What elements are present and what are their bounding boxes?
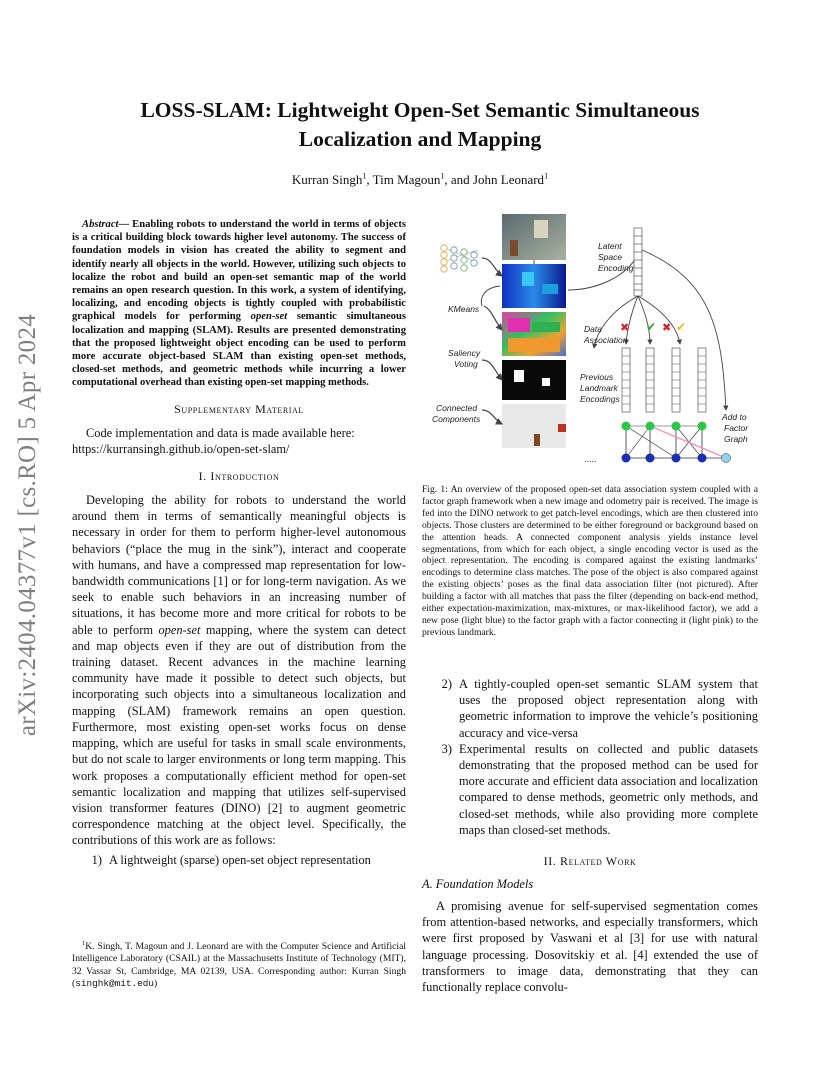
accept-mark: ✔ [646, 320, 657, 334]
add-factor-label-3: Graph [724, 434, 748, 444]
contribution-1: 1) A lightweight (sparse) open-set object representation [91, 852, 371, 867]
corresponding-email[interactable]: singhk@mit.edu [75, 977, 154, 989]
data-assoc-label-2: Association [584, 335, 628, 345]
latent-label-3: Encoding [598, 263, 634, 273]
connected-label-1: Connected [436, 403, 478, 413]
left-column [72, 218, 406, 868]
figure-1-caption: Fig. 1: An overview of the proposed open-set data association system coupled with a factor graph framework when a new image and odometry pair is received. The image is fed into the DINO network to get patch-level encodings, which are then clustered into objects. Those clusters are determined to be either foreground or background based on the attention heads. A connected component analysis yields instance level segmentations, from which for each object, a single encoding vector is used as the object representation. The encoding is compared against the existing landmarks’ encodings to determine class matches. The pose of the object is also compared against the existing objects’ poses as the final data association filter (not pictured). After building a factor with all matches that pass the filter (depending on back-end method, either expectation-maximization, max-mixtures, or max-likelihood factor), we add a new pose (light blue) to the factor graph with a factor connecting it (light pink) to the previous landmark. [422, 484, 758, 638]
pose-node [698, 454, 707, 463]
saliency-image [502, 360, 566, 400]
new-factor-edge [650, 426, 726, 458]
arxiv-identifier: arXiv:2404.04377v1 [cs.RO] 5 Apr 2024 [14, 313, 42, 737]
network-icon [441, 245, 478, 272]
latent-label-2: Space [598, 252, 623, 262]
kmeans-label: KMeans [448, 304, 480, 314]
pose-node [622, 454, 631, 463]
saliency-label-2: Voting [454, 359, 478, 369]
reject-mark-2: ✖ [662, 321, 672, 334]
latent-encoding-vector [634, 228, 642, 296]
foundation-models-subheading: A. Foundation Models [422, 877, 534, 892]
landmark-node [622, 422, 631, 431]
introduction-heading: I. Introduction [198, 469, 280, 484]
landmark-node [672, 422, 681, 431]
ellipsis: ..... [584, 454, 597, 464]
previous-label-2: Landmark [580, 383, 618, 393]
abstract: Abstract— Enabling robots to understand the world in terms of objects is a critical building block towards higher level autonomy. The success of foundation models in vision has created the ability to segment and identify nearly all objects in the world. However, utilizing such objects to localize the robot and build an open-set semantic map of the world remains an open research question. In this work, a system of identifying, localizing, and encoding objects is tightly coupled with probabilistic graphical models for performing open-set semantic simultaneous localization and mapping (SLAM). Results are presented demonstrating that the proposed lightweight object encoding can be used to perform more accurate object-based SLAM than existing open-set methods, closed-set methods, and geometric methods while incurring a lower computational overhead than existing open-set mapping methods. [72, 219, 406, 389]
connected-components-image [502, 404, 566, 448]
footnote: $^1$K. Singh, T. Magoun and J. Leonard are with the Computer Science and Artificial Intelligence Laboratory (CSAIL) at the Massachusetts Institute of Technology (MIT), 32 Vassar St, Cambridge, MA 02139, USA. Corresponding author: Kurran Singh (singhk@mit.edu) [72, 940, 406, 989]
author-list [70, 172, 770, 188]
add-factor-label-1: Add to [722, 412, 747, 422]
author-1: Kurran Singh$^1$, [291, 172, 373, 188]
pose-node [646, 454, 655, 463]
feature-map-image [502, 264, 566, 308]
pose-node [672, 454, 681, 463]
input-image [502, 214, 566, 260]
connected-label-2: Components [432, 414, 481, 424]
author-2: Tim Magoun$^1$, and [372, 172, 473, 188]
right-column [422, 676, 758, 995]
paper-title [70, 96, 770, 154]
introduction-paragraph: Developing the ability for robots to understand the world around them in terms of semantically meaningful objects is necessary in order for them to perform higher-level autonomous behaviors (“place the mug in the sink”), interact and cooperate with humans, and have a compressed map representation for low-bandwidth communications [1] or for long-term navigation. As we seek to enable such behaviors in an increasing number of situations, it has become more and more critical for robots to be able to perform open-set mapping, where the system can detect and map objects even if they are out of distribution from the training dataset. Recent advances in the machine learning community have made it possible to detect such objects, but incorporating such objects into a simultaneous localization and mapping (SLAM) framework remains an open question. Furthermore, most existing open-set works focus on dense mapping, which are useful for tasks in small scale environments, but do not scale to larger environments or long term mapping. This work proposes a computationally efficient method for open-set semantic localization and mapping that utilizes self-supervised vision transformer features (DINO) [2] to augment geometric correspondence matching at the object level. Specifically, the contributions of this work are as follows: [72, 493, 406, 848]
supplementary-link[interactable]: https://kurransingh.github.io/open-set-slam/ [72, 441, 290, 456]
supplementary-text: Code implementation and data is made available here: [86, 425, 355, 440]
pipeline-diagram [422, 210, 760, 472]
previous-label-3: Encodings [580, 394, 620, 404]
latent-label-1: Latent [598, 241, 622, 251]
title-line-2: Localization and Mapping [298, 127, 542, 151]
related-work-heading: II. Related Work [543, 854, 637, 869]
saliency-label-1: Saliency [448, 348, 481, 358]
maybe-mark: ✔ [676, 320, 687, 334]
related-work-paragraph: A promising avenue for self-supervised segmentation comes from attention-based networks, and especially transformers, which were first proposed by Vaswani et al [3] for use with natural language processing. Dosovitskiy et al. [4] extended the use of transformers to image data, demonstrating that they can functionally replace convolu- [422, 899, 758, 995]
contribution-3: 3) Experimental results on collected and public datasets demonstrating that the proposed method can be used for more accurate and efficient data association and localization compared to dense methods, geometric only methods, and closed-set methods, while also providing more complete maps than closed-set methods. [441, 741, 758, 837]
reject-mark-1: ✖ [620, 321, 630, 334]
figure-1 [422, 210, 760, 472]
add-factor-label-2: Factor [724, 423, 749, 433]
landmark-node [698, 422, 707, 431]
new-pose-node [722, 454, 731, 463]
kmeans-image [502, 312, 566, 356]
supplementary-heading: Supplementary Material [174, 401, 304, 416]
title-line-1: LOSS-SLAM: Lightweight Open-Set Semantic Simultaneous [140, 98, 700, 122]
data-assoc-label-1: Data [584, 324, 602, 334]
previous-label-1: Previous [580, 372, 614, 382]
author-3: John Leonard$^1$ [472, 172, 549, 188]
contribution-2: 2) A tightly-coupled open-set semantic SLAM system that uses the proposed object representation along with geometric information to improve the vehicle’s positioning accuracy and vice-versa [441, 677, 758, 740]
factor-graph [622, 422, 731, 463]
landmark-node [646, 422, 655, 431]
